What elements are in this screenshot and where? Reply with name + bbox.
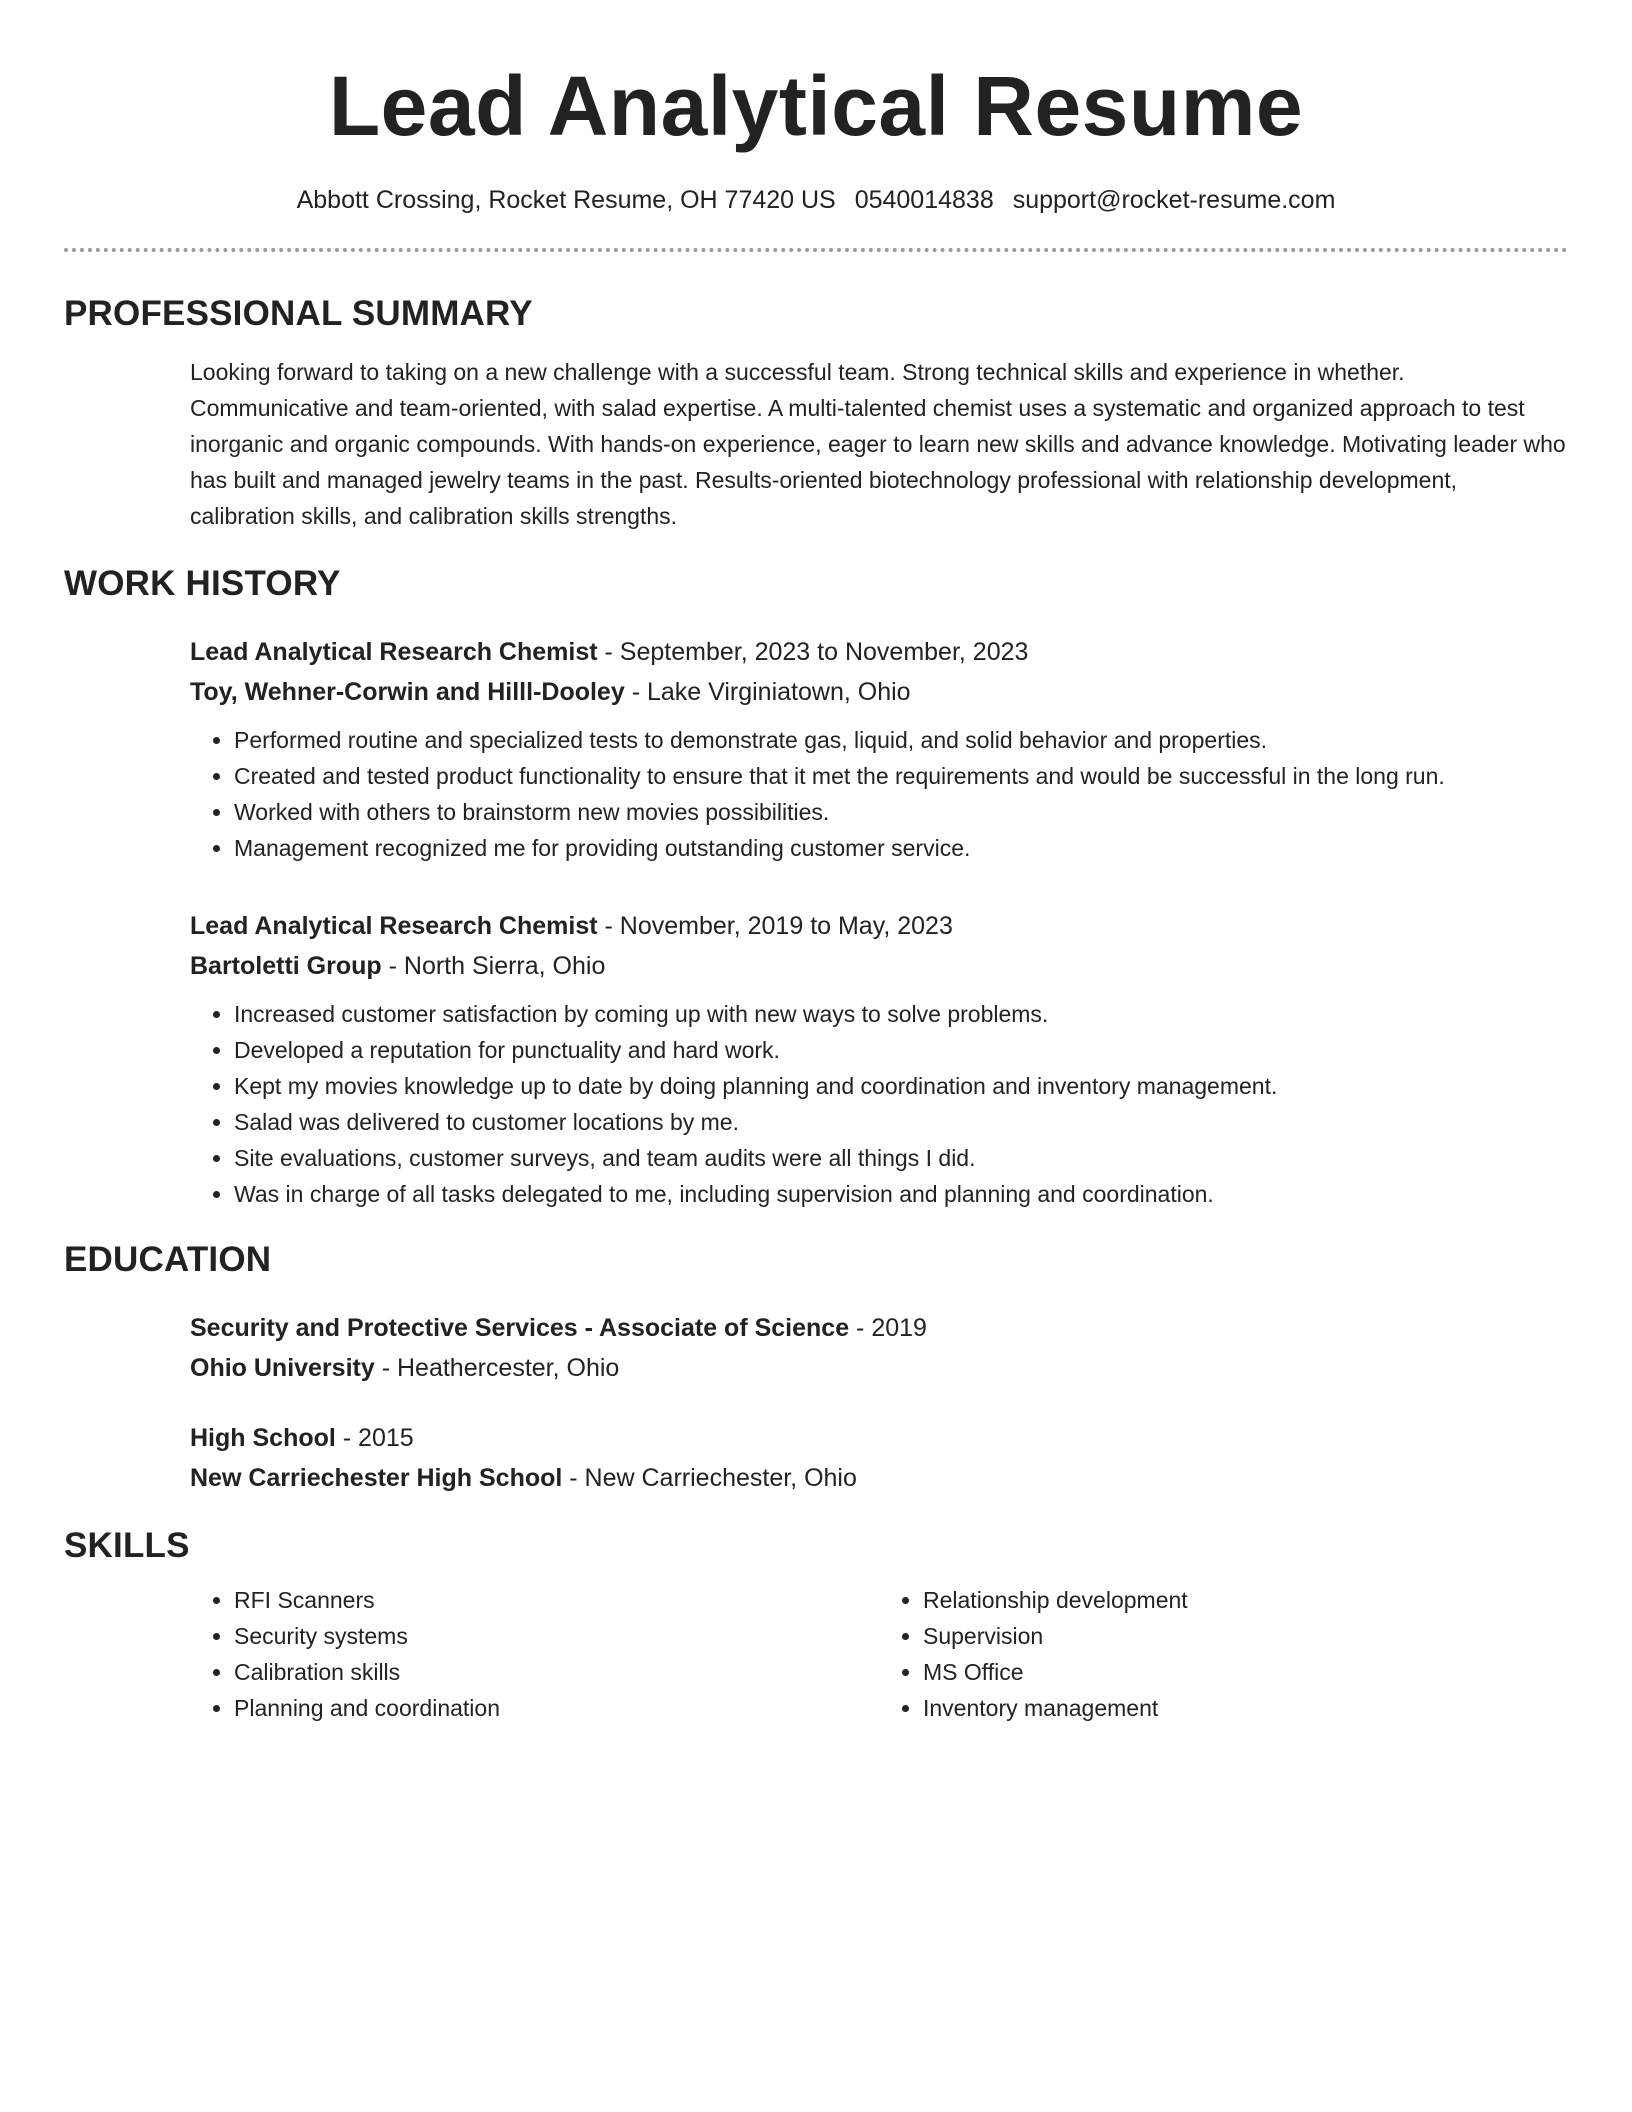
resume-header — [64, 0, 1568, 252]
job-role: Lead Analytical Research Chemist — [190, 912, 598, 940]
job-bullets — [190, 722, 1568, 866]
summary-text: Looking forward to taking on a new challenge with a successful team. Strong technical skills and experience in whether. Communicative and team-oriented, with salad expertise. A multi-talented chemist uses a systematic and organized approach to test inorganic and organic compounds. With hands-on experience, eager to learn new skills and advance knowledge. Motivating leader who has built and managed jewelry teams in the past. Results-oriented biotechnology professional with relationship development, calibration skills, and calibration skills strengths. — [190, 359, 1566, 529]
education-section — [64, 1238, 1568, 1498]
job-location: - North Sierra, Ohio — [381, 952, 606, 980]
contact-phone: 0540014838 — [854, 186, 994, 214]
job-bullet: • Site evaluations, customer surveys, and team audits were all things I did. — [234, 1140, 1568, 1176]
job-bullet: • Kept my movies knowledge up to date by doing planning and coordination and inventory management. — [234, 1068, 1568, 1104]
job-company-line — [190, 672, 1568, 712]
education-degree-line — [190, 1418, 1568, 1458]
job-bullets — [190, 996, 1568, 1212]
job-company-line — [190, 946, 1568, 986]
job-bullet: • Management recognized me for providing outstanding customer service. — [234, 830, 1568, 866]
skills-heading: SKILLS — [64, 1526, 190, 1565]
job-entry — [190, 632, 1568, 866]
job-title-line — [190, 906, 1568, 946]
skill-item: • Supervision — [923, 1618, 1568, 1654]
header-divider — [64, 248, 1568, 252]
education-degree: High School — [190, 1424, 336, 1452]
skill-item: • MS Office — [923, 1654, 1568, 1690]
skill-item: • Inventory management — [923, 1690, 1568, 1726]
resume-title: Lead Analytical Resume — [328, 59, 1304, 153]
skills-column-left — [190, 1582, 879, 1726]
education-school: New Carriechester High School — [190, 1464, 563, 1492]
summary-section — [64, 292, 1568, 534]
skill-item: • Calibration skills — [234, 1654, 879, 1690]
job-bullet: • Created and tested product functionality to ensure that it met the requirements and would be successful in the long run. — [234, 758, 1568, 794]
education-degree-line — [190, 1308, 1568, 1348]
education-school: Ohio University — [190, 1354, 375, 1382]
job-role: Lead Analytical Research Chemist — [190, 638, 598, 666]
job-company: Toy, Wehner-Corwin and Hilll-Dooley — [190, 678, 625, 706]
job-bullet: • Increased customer satisfaction by coming up with new ways to solve problems. — [234, 996, 1568, 1032]
contact-line — [64, 184, 1568, 216]
job-bullet: • Salad was delivered to customer locations by me. — [234, 1104, 1568, 1140]
skill-item: • Planning and coordination — [234, 1690, 879, 1726]
job-entry — [190, 906, 1568, 1212]
education-year: - 2019 — [849, 1314, 927, 1342]
job-dates: - November, 2019 to May, 2023 — [597, 912, 953, 940]
job-dates: - September, 2023 to November, 2023 — [597, 638, 1029, 666]
work-history-heading: WORK HISTORY — [64, 564, 341, 603]
job-bullet: • Performed routine and specialized tests to demonstrate gas, liquid, and solid behavior and properties. — [234, 722, 1568, 758]
education-degree: Security and Protective Services - Associate of Science — [190, 1314, 850, 1342]
summary-heading: PROFESSIONAL SUMMARY — [64, 294, 533, 333]
education-school-line — [190, 1348, 1568, 1388]
contact-email: support@rocket-resume.com — [1012, 186, 1336, 214]
skills-section — [64, 1524, 1568, 1726]
job-title-line — [190, 632, 1568, 672]
skill-item: • Security systems — [234, 1618, 879, 1654]
job-location: - Lake Virginiatown, Ohio — [624, 678, 911, 706]
skills-grid — [190, 1582, 1568, 1726]
work-history-section — [64, 562, 1568, 1212]
education-entry — [190, 1308, 1568, 1388]
education-school-line — [190, 1458, 1568, 1498]
job-company: Bartoletti Group — [190, 952, 382, 980]
job-bullet: • Was in charge of all tasks delegated to me, including supervision and planning and coordination. — [234, 1176, 1568, 1212]
skill-item: • Relationship development — [923, 1582, 1568, 1618]
contact-address: Abbott Crossing, Rocket Resume, OH 77420 US — [296, 186, 836, 214]
education-entry — [190, 1418, 1568, 1498]
job-bullet: • Worked with others to brainstorm new movies possibilities. — [234, 794, 1568, 830]
education-location: - New Carriechester, Ohio — [562, 1464, 857, 1492]
skills-column-right — [879, 1582, 1568, 1726]
education-heading: EDUCATION — [64, 1240, 272, 1279]
education-location: - Heathercester, Ohio — [374, 1354, 620, 1382]
education-year: - 2015 — [335, 1424, 414, 1452]
job-bullet: • Developed a reputation for punctuality and hard work. — [234, 1032, 1568, 1068]
skill-item: • RFI Scanners — [234, 1582, 879, 1618]
